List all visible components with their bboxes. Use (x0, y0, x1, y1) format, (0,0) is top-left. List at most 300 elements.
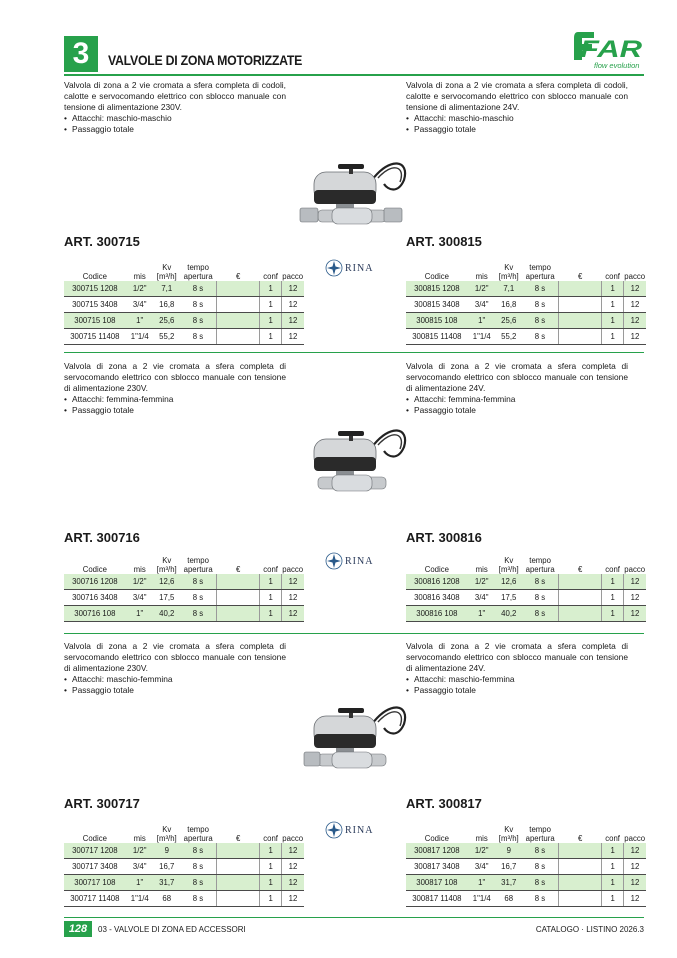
table-cell: 1/2" (126, 281, 154, 297)
col-conf (602, 261, 624, 281)
price-table (64, 823, 304, 907)
header-label: Codice (424, 272, 449, 281)
table-cell (559, 859, 602, 875)
header-label: Kv (162, 825, 172, 834)
table-cell: 300815 11408 (406, 329, 468, 345)
feature-list (406, 113, 628, 135)
table-cell: 1 (602, 281, 624, 297)
table-cell (559, 606, 602, 622)
col-mis (468, 261, 496, 281)
header-label: € (577, 272, 583, 281)
table-cell: 12 (623, 859, 646, 875)
table-cell: 8 s (180, 574, 217, 590)
header-label: Codice (82, 565, 107, 574)
product-description (64, 80, 286, 135)
table-cell: 12,6 (154, 574, 180, 590)
header-label: € (235, 565, 241, 574)
table-cell: 12 (281, 281, 304, 297)
table-cell: 300716 108 (64, 606, 126, 622)
header-label: pacco (624, 834, 646, 843)
table-cell: 17,5 (496, 590, 522, 606)
table-cell: 1 (602, 859, 624, 875)
header-label: apertura (525, 565, 555, 574)
table-row (64, 313, 304, 329)
table-cell: 1"1/4 (126, 329, 154, 345)
col-kv (154, 261, 180, 281)
col-kv (154, 823, 180, 843)
col-pacco (281, 261, 304, 281)
col-conf (260, 261, 282, 281)
header-label: Kv (162, 263, 172, 272)
table-cell: 1 (260, 590, 282, 606)
price-table (64, 261, 304, 345)
table-cell: 12 (623, 313, 646, 329)
col-conf (260, 554, 282, 574)
table-cell: 8 s (180, 281, 217, 297)
col-tempo (180, 823, 217, 843)
table-cell: 1"1/4 (468, 891, 496, 907)
header-label: tempo (187, 263, 209, 272)
rina-label: RINA (345, 263, 374, 274)
col-conf (602, 554, 624, 574)
section-divider (64, 352, 644, 353)
col-pacco (281, 554, 304, 574)
table-cell: 1" (468, 606, 496, 622)
header-label: € (577, 565, 583, 574)
col-codice (64, 554, 126, 574)
table-cell: 12 (623, 281, 646, 297)
table-cell: 3/4" (468, 590, 496, 606)
table-row (406, 297, 646, 313)
col-price (217, 554, 260, 574)
rina-certification (325, 552, 385, 572)
table-cell: 8 s (522, 875, 559, 891)
feature-item: • Passaggio totale (406, 405, 628, 416)
table-cell: 12 (623, 875, 646, 891)
header-label: pacco (282, 565, 304, 574)
table-cell: 300817 108 (406, 875, 468, 891)
table-row (64, 606, 304, 622)
table-cell: 1 (260, 891, 282, 907)
table-cell: 3/4" (468, 297, 496, 313)
table-cell: 8 s (180, 313, 217, 329)
table-cell: 1/2" (468, 843, 496, 859)
table-cell: 1 (260, 281, 282, 297)
table-cell: 12 (281, 574, 304, 590)
table-cell (217, 297, 260, 313)
feature-item: • Attacchi: femmina-femmina (406, 394, 628, 405)
col-mis (468, 554, 496, 574)
header-label: pacco (282, 272, 304, 281)
col-price (559, 823, 602, 843)
table-cell: 68 (496, 891, 522, 907)
header-label: mis (133, 272, 146, 281)
table-cell: 12 (281, 843, 304, 859)
description-text: Valvola di zona a 2 vie cromata a sfera completa di codoli, calotte e servocomando elettrico con sblocco manuale con tensione di alimentazione 230V. (64, 80, 286, 112)
header-label: [m³/h] (156, 272, 177, 281)
table-cell: 1 (602, 329, 624, 345)
table-row (64, 859, 304, 875)
header-label: conf (605, 834, 620, 843)
footer-catalog: CATALOGO · LISTINO 2026.3 (535, 925, 644, 934)
table-cell: 1" (468, 875, 496, 891)
table-cell: 55,2 (496, 329, 522, 345)
table-cell: 12 (623, 574, 646, 590)
table-cell: 7,1 (496, 281, 522, 297)
header-label: mis (475, 272, 488, 281)
col-codice (64, 261, 126, 281)
table-cell (559, 574, 602, 590)
table-cell (559, 590, 602, 606)
table-cell: 12 (281, 590, 304, 606)
table-cell: 12 (281, 891, 304, 907)
table-row (64, 843, 304, 859)
header-label: Codice (82, 272, 107, 281)
description-text: Valvola di zona a 2 vie cromata a sfera completa di servocomando elettrico con sblocco manuale con tensione di alimentazione 24V. (406, 361, 628, 393)
table-cell: 12 (281, 859, 304, 875)
col-tempo (522, 261, 559, 281)
header-label: apertura (525, 272, 555, 281)
col-kv (496, 261, 522, 281)
valve-product-image (292, 417, 412, 499)
table-cell: 68 (154, 891, 180, 907)
table-cell: 40,2 (496, 606, 522, 622)
table-cell: 31,7 (154, 875, 180, 891)
rina-certification (325, 259, 385, 279)
table-cell: 25,6 (496, 313, 522, 329)
table-cell: 12 (281, 875, 304, 891)
section-number: 3 (64, 36, 98, 72)
col-price (217, 261, 260, 281)
col-codice (406, 261, 468, 281)
table-cell (559, 875, 602, 891)
table-cell (559, 891, 602, 907)
article-title: ART. 300716 (64, 530, 140, 545)
header-label: conf (263, 834, 278, 843)
feature-item: • Passaggio totale (64, 124, 286, 135)
table-cell: 16,8 (496, 297, 522, 313)
header-label: Kv (504, 556, 514, 565)
table-row (64, 297, 304, 313)
table-cell: 7,1 (154, 281, 180, 297)
table-cell: 1 (260, 329, 282, 345)
header-label: tempo (187, 556, 209, 565)
table-cell (217, 859, 260, 875)
far-logo (572, 30, 646, 72)
table-row (406, 313, 646, 329)
price-table (406, 261, 646, 345)
table-cell: 1 (260, 313, 282, 329)
col-mis (468, 823, 496, 843)
product-description (64, 641, 286, 696)
col-tempo (522, 823, 559, 843)
table-cell: 1 (260, 606, 282, 622)
table-cell (559, 281, 602, 297)
table-cell: 31,7 (496, 875, 522, 891)
table-cell: 3/4" (126, 297, 154, 313)
col-conf (260, 823, 282, 843)
table-row (406, 590, 646, 606)
table-header (406, 554, 646, 574)
header-label: tempo (529, 825, 551, 834)
table-cell: 8 s (180, 891, 217, 907)
table-cell: 300717 108 (64, 875, 126, 891)
table-cell: 300715 3408 (64, 297, 126, 313)
page-number: 128 (64, 921, 92, 937)
description-text: Valvola di zona a 2 vie cromata a sfera completa di servocomando elettrico con sblocco manuale con tensione di alimentazione 24V. (406, 641, 628, 673)
article-title: ART. 300817 (406, 796, 482, 811)
col-kv (496, 554, 522, 574)
product-description (64, 361, 286, 416)
feature-item: • Attacchi: maschio-femmina (406, 674, 628, 685)
table-cell: 1" (126, 606, 154, 622)
table-cell: 12 (623, 297, 646, 313)
header-label: tempo (187, 825, 209, 834)
table-cell: 8 s (180, 606, 217, 622)
header-label: pacco (282, 834, 304, 843)
table-cell: 8 s (180, 859, 217, 875)
article-title: ART. 300717 (64, 796, 140, 811)
valve-product-image (292, 694, 412, 776)
col-kv (154, 554, 180, 574)
col-price (559, 554, 602, 574)
footer-section: 03 - VALVOLE DI ZONA ED ACCESSORI (98, 925, 246, 934)
table-cell (217, 313, 260, 329)
table-cell: 16,8 (154, 297, 180, 313)
table-cell: 12 (623, 606, 646, 622)
col-mis (126, 554, 154, 574)
table-cell: 1 (260, 859, 282, 875)
table-cell: 12 (281, 297, 304, 313)
header-label: mis (133, 565, 146, 574)
price-table (64, 554, 304, 622)
table-cell: 8 s (180, 590, 217, 606)
table-row (64, 590, 304, 606)
table-cell: 12 (623, 590, 646, 606)
article-title: ART. 300815 (406, 234, 482, 249)
table-cell (217, 329, 260, 345)
table-cell: 8 s (522, 859, 559, 875)
header-label: conf (605, 272, 620, 281)
table-cell: 8 s (522, 281, 559, 297)
product-description (406, 361, 628, 416)
table-cell: 1"1/4 (468, 329, 496, 345)
table-cell: 300815 108 (406, 313, 468, 329)
col-price (217, 823, 260, 843)
col-pacco (281, 823, 304, 843)
table-header (406, 823, 646, 843)
table-cell (559, 313, 602, 329)
table-cell: 300716 3408 (64, 590, 126, 606)
footer-rule (64, 917, 644, 918)
feature-item: • Passaggio totale (406, 124, 628, 135)
table-row (406, 281, 646, 297)
table-cell: 8 s (180, 875, 217, 891)
header-label: Kv (504, 263, 514, 272)
table-cell: 8 s (522, 329, 559, 345)
feature-item: • Attacchi: maschio-femmina (64, 674, 286, 685)
product-description (406, 641, 628, 696)
table-cell: 1/2" (126, 843, 154, 859)
header-label: [m³/h] (498, 272, 519, 281)
table-cell: 1 (602, 313, 624, 329)
table-cell: 1 (602, 574, 624, 590)
table-cell: 300817 1208 (406, 843, 468, 859)
table-cell: 55,2 (154, 329, 180, 345)
feature-item: • Attacchi: maschio-maschio (64, 113, 286, 124)
header-label: [m³/h] (156, 834, 177, 843)
header-label: conf (605, 565, 620, 574)
header-label: pacco (624, 272, 646, 281)
rina-certification (325, 821, 385, 841)
table-cell (217, 606, 260, 622)
table-cell: 16,7 (154, 859, 180, 875)
table-cell: 1" (126, 875, 154, 891)
header-label: € (235, 834, 241, 843)
table-cell: 300715 1208 (64, 281, 126, 297)
table-cell: 1/2" (468, 281, 496, 297)
header-rule (64, 74, 644, 76)
header-label: € (577, 834, 583, 843)
table-cell: 1 (602, 843, 624, 859)
table-cell: 3/4" (126, 590, 154, 606)
article-title: ART. 300715 (64, 234, 140, 249)
description-text: Valvola di zona a 2 vie cromata a sfera completa di servocomando elettrico con sblocco manuale con tensione di alimentazione 230V. (64, 361, 286, 393)
table-row (406, 891, 646, 907)
table-cell: 3/4" (126, 859, 154, 875)
table-cell (217, 590, 260, 606)
table-cell: 1 (260, 843, 282, 859)
col-price (559, 261, 602, 281)
table-cell: 300717 1208 (64, 843, 126, 859)
table-cell: 1" (468, 313, 496, 329)
table-cell: 17,5 (154, 590, 180, 606)
table-cell (217, 843, 260, 859)
header-label: Codice (424, 834, 449, 843)
table-cell: 300716 1208 (64, 574, 126, 590)
table-cell: 300816 108 (406, 606, 468, 622)
section-divider (64, 633, 644, 634)
table-cell (217, 281, 260, 297)
col-codice (406, 823, 468, 843)
table-cell: 16,7 (496, 859, 522, 875)
table-cell: 8 s (522, 297, 559, 313)
header-label: conf (263, 565, 278, 574)
table-cell: 300815 3408 (406, 297, 468, 313)
header-label: € (235, 272, 241, 281)
feature-list (64, 674, 286, 696)
feature-item: • Passaggio totale (64, 685, 286, 696)
table-cell: 1 (602, 606, 624, 622)
article-title: ART. 300816 (406, 530, 482, 545)
product-description (406, 80, 628, 135)
header-label: [m³/h] (498, 834, 519, 843)
table-row (406, 875, 646, 891)
header-label: Kv (162, 556, 172, 565)
table-cell: 12 (623, 843, 646, 859)
table-cell: 3/4" (468, 859, 496, 875)
logo-wordmark: FAR (580, 36, 643, 63)
price-table (406, 554, 646, 622)
table-cell: 1 (602, 875, 624, 891)
col-tempo (522, 554, 559, 574)
table-cell: 1"1/4 (126, 891, 154, 907)
table-cell: 8 s (180, 297, 217, 313)
header-label: [m³/h] (498, 565, 519, 574)
table-cell: 300717 11408 (64, 891, 126, 907)
table-cell (559, 297, 602, 313)
table-row (406, 606, 646, 622)
feature-list (406, 674, 628, 696)
table-cell: 8 s (180, 329, 217, 345)
header-label: apertura (183, 565, 213, 574)
table-cell: 300815 1208 (406, 281, 468, 297)
table-cell (217, 875, 260, 891)
table-cell: 8 s (522, 891, 559, 907)
table-row (406, 843, 646, 859)
table-cell: 300816 1208 (406, 574, 468, 590)
col-pacco (623, 261, 646, 281)
header-label: mis (133, 834, 146, 843)
header-label: mis (475, 565, 488, 574)
table-cell (559, 329, 602, 345)
feature-list (64, 394, 286, 416)
logo-tagline: flow evolution (594, 61, 640, 70)
table-cell: 9 (496, 843, 522, 859)
header-label: conf (263, 272, 278, 281)
section-title: VALVOLE DI ZONA MOTORIZZATE (108, 52, 303, 68)
table-cell: 300715 108 (64, 313, 126, 329)
col-pacco (623, 823, 646, 843)
table-cell: 1 (260, 574, 282, 590)
table-cell (217, 574, 260, 590)
table-row (64, 891, 304, 907)
header-label: apertura (183, 272, 213, 281)
table-cell: 12 (281, 313, 304, 329)
table-cell: 1 (602, 891, 624, 907)
table-cell: 1/2" (468, 574, 496, 590)
feature-list (64, 113, 286, 135)
table-row (64, 329, 304, 345)
price-table (406, 823, 646, 907)
valve-product-image (292, 150, 412, 232)
table-cell: 1 (602, 590, 624, 606)
table-cell: 40,2 (154, 606, 180, 622)
table-row (406, 574, 646, 590)
header-label: tempo (529, 556, 551, 565)
header-label: [m³/h] (156, 565, 177, 574)
feature-item: • Attacchi: maschio-maschio (406, 113, 628, 124)
feature-item: • Attacchi: femmina-femmina (64, 394, 286, 405)
col-tempo (180, 554, 217, 574)
header-label: Kv (504, 825, 514, 834)
table-cell: 12 (623, 329, 646, 345)
table-cell: 300715 11408 (64, 329, 126, 345)
rina-label: RINA (345, 556, 374, 567)
header-label: pacco (624, 565, 646, 574)
col-pacco (623, 554, 646, 574)
header-label: apertura (525, 834, 555, 843)
col-codice (64, 823, 126, 843)
table-cell: 8 s (522, 590, 559, 606)
table-cell: 1 (260, 875, 282, 891)
rina-label: RINA (345, 825, 374, 836)
col-mis (126, 261, 154, 281)
col-kv (496, 823, 522, 843)
header-label: Codice (82, 834, 107, 843)
table-cell: 8 s (522, 606, 559, 622)
description-text: Valvola di zona a 2 vie cromata a sfera completa di servocomando elettrico con sblocco manuale con tensione di alimentazione 230V. (64, 641, 286, 673)
